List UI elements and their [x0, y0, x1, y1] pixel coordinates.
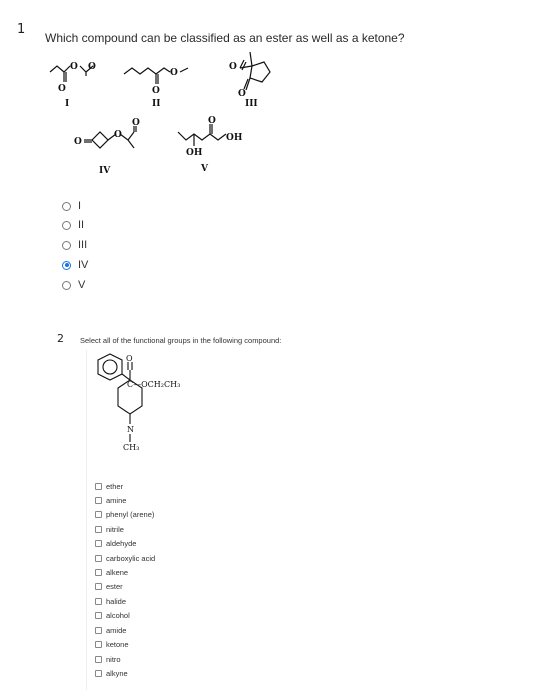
choice-label: nitro: [106, 655, 121, 664]
choice-phenyl[interactable]: [95, 510, 154, 519]
choice-label: aldehyde: [106, 539, 137, 548]
checkbox[interactable]: [95, 583, 102, 590]
compound-1-ester-o: O: [70, 62, 78, 72]
compound-5-hydroxyl: OH: [226, 133, 243, 143]
compound-1-keto-o: O: [58, 84, 66, 94]
choice-label: alkyne: [106, 669, 128, 678]
checkbox[interactable]: [95, 612, 102, 619]
choice-nitro[interactable]: [95, 655, 121, 664]
choice-halide[interactable]: [95, 597, 126, 606]
choice-label: nitrile: [106, 525, 124, 534]
question-1-text: Which compound can be classified as an ester as well as a ketone?: [45, 31, 405, 45]
question-number-2: 2: [57, 332, 64, 345]
option-label: II: [78, 219, 85, 231]
question-number-1: 1: [17, 22, 26, 37]
option-label: III: [78, 239, 88, 251]
checkbox[interactable]: [95, 656, 102, 663]
choice-amide[interactable]: [95, 626, 126, 635]
choice-label: alcohol: [106, 611, 130, 620]
checkbox[interactable]: [95, 526, 102, 533]
option-label: I: [78, 200, 82, 212]
option-label: IV: [78, 259, 89, 271]
compound-4-keto-o: O: [74, 137, 82, 147]
checkbox[interactable]: [95, 641, 102, 648]
label-I: I: [65, 99, 70, 109]
choice-label: ester: [106, 582, 123, 591]
checkbox[interactable]: [95, 670, 102, 677]
checkbox[interactable]: [95, 569, 102, 576]
checkbox[interactable]: [95, 555, 102, 562]
choice-amine[interactable]: [95, 496, 126, 505]
compound-3-ester-o: O: [229, 62, 237, 72]
choice-label: phenyl (arene): [106, 510, 155, 519]
label-II: II: [152, 99, 161, 109]
checkbox[interactable]: [95, 497, 102, 504]
compound-2-keto-o: O: [152, 86, 160, 96]
choice-alkyne[interactable]: [95, 669, 128, 678]
benzene-ring: [98, 354, 122, 380]
choice-label: ketone: [106, 640, 129, 649]
choice-label: alkene: [106, 568, 129, 577]
label-IV: IV: [99, 166, 111, 176]
choice-label: halide: [106, 597, 127, 606]
checkbox[interactable]: [95, 511, 102, 518]
choice-label: carboxylic acid: [106, 554, 156, 563]
compound-3-keto-o: O: [238, 89, 246, 99]
choice-alcohol[interactable]: [95, 611, 130, 620]
carbonyl-o: O: [126, 354, 133, 363]
choice-label: amide: [106, 626, 127, 635]
choice-ketone[interactable]: [95, 640, 129, 649]
label-V: V: [201, 164, 208, 174]
choice-nitrile[interactable]: [95, 525, 124, 534]
choice-carboxylic-acid[interactable]: [95, 554, 155, 563]
nitrogen: N: [127, 425, 134, 434]
checkbox[interactable]: [95, 540, 102, 547]
checkbox[interactable]: [95, 627, 102, 634]
option-label: V: [78, 279, 86, 291]
checkbox[interactable]: [95, 598, 102, 605]
choice-label: ether: [106, 482, 124, 491]
compound-4-ester-o: O: [114, 130, 122, 140]
compound-5-hydroxyl-2: OH: [186, 148, 203, 158]
choice-ether[interactable]: [95, 482, 123, 491]
choice-ester[interactable]: [95, 582, 123, 591]
choice-label: amine: [106, 496, 127, 505]
choice-aldehyde[interactable]: [95, 539, 136, 548]
compound-2-ester-o: O: [170, 68, 178, 78]
question-2-text: Select all of the functional groups in the following compound:: [80, 336, 282, 345]
label-III: III: [245, 99, 258, 109]
checkbox[interactable]: [95, 483, 102, 490]
compound-5-carbonyl-o: O: [208, 116, 216, 126]
compound-1-carbonyl-o: O: [88, 62, 96, 72]
ester-group: C—OCH₂CH₃: [127, 380, 181, 389]
choice-alkene[interactable]: [95, 568, 128, 577]
compound-4-carbonyl-o: O: [132, 118, 140, 128]
methyl: CH₃: [123, 443, 140, 452]
